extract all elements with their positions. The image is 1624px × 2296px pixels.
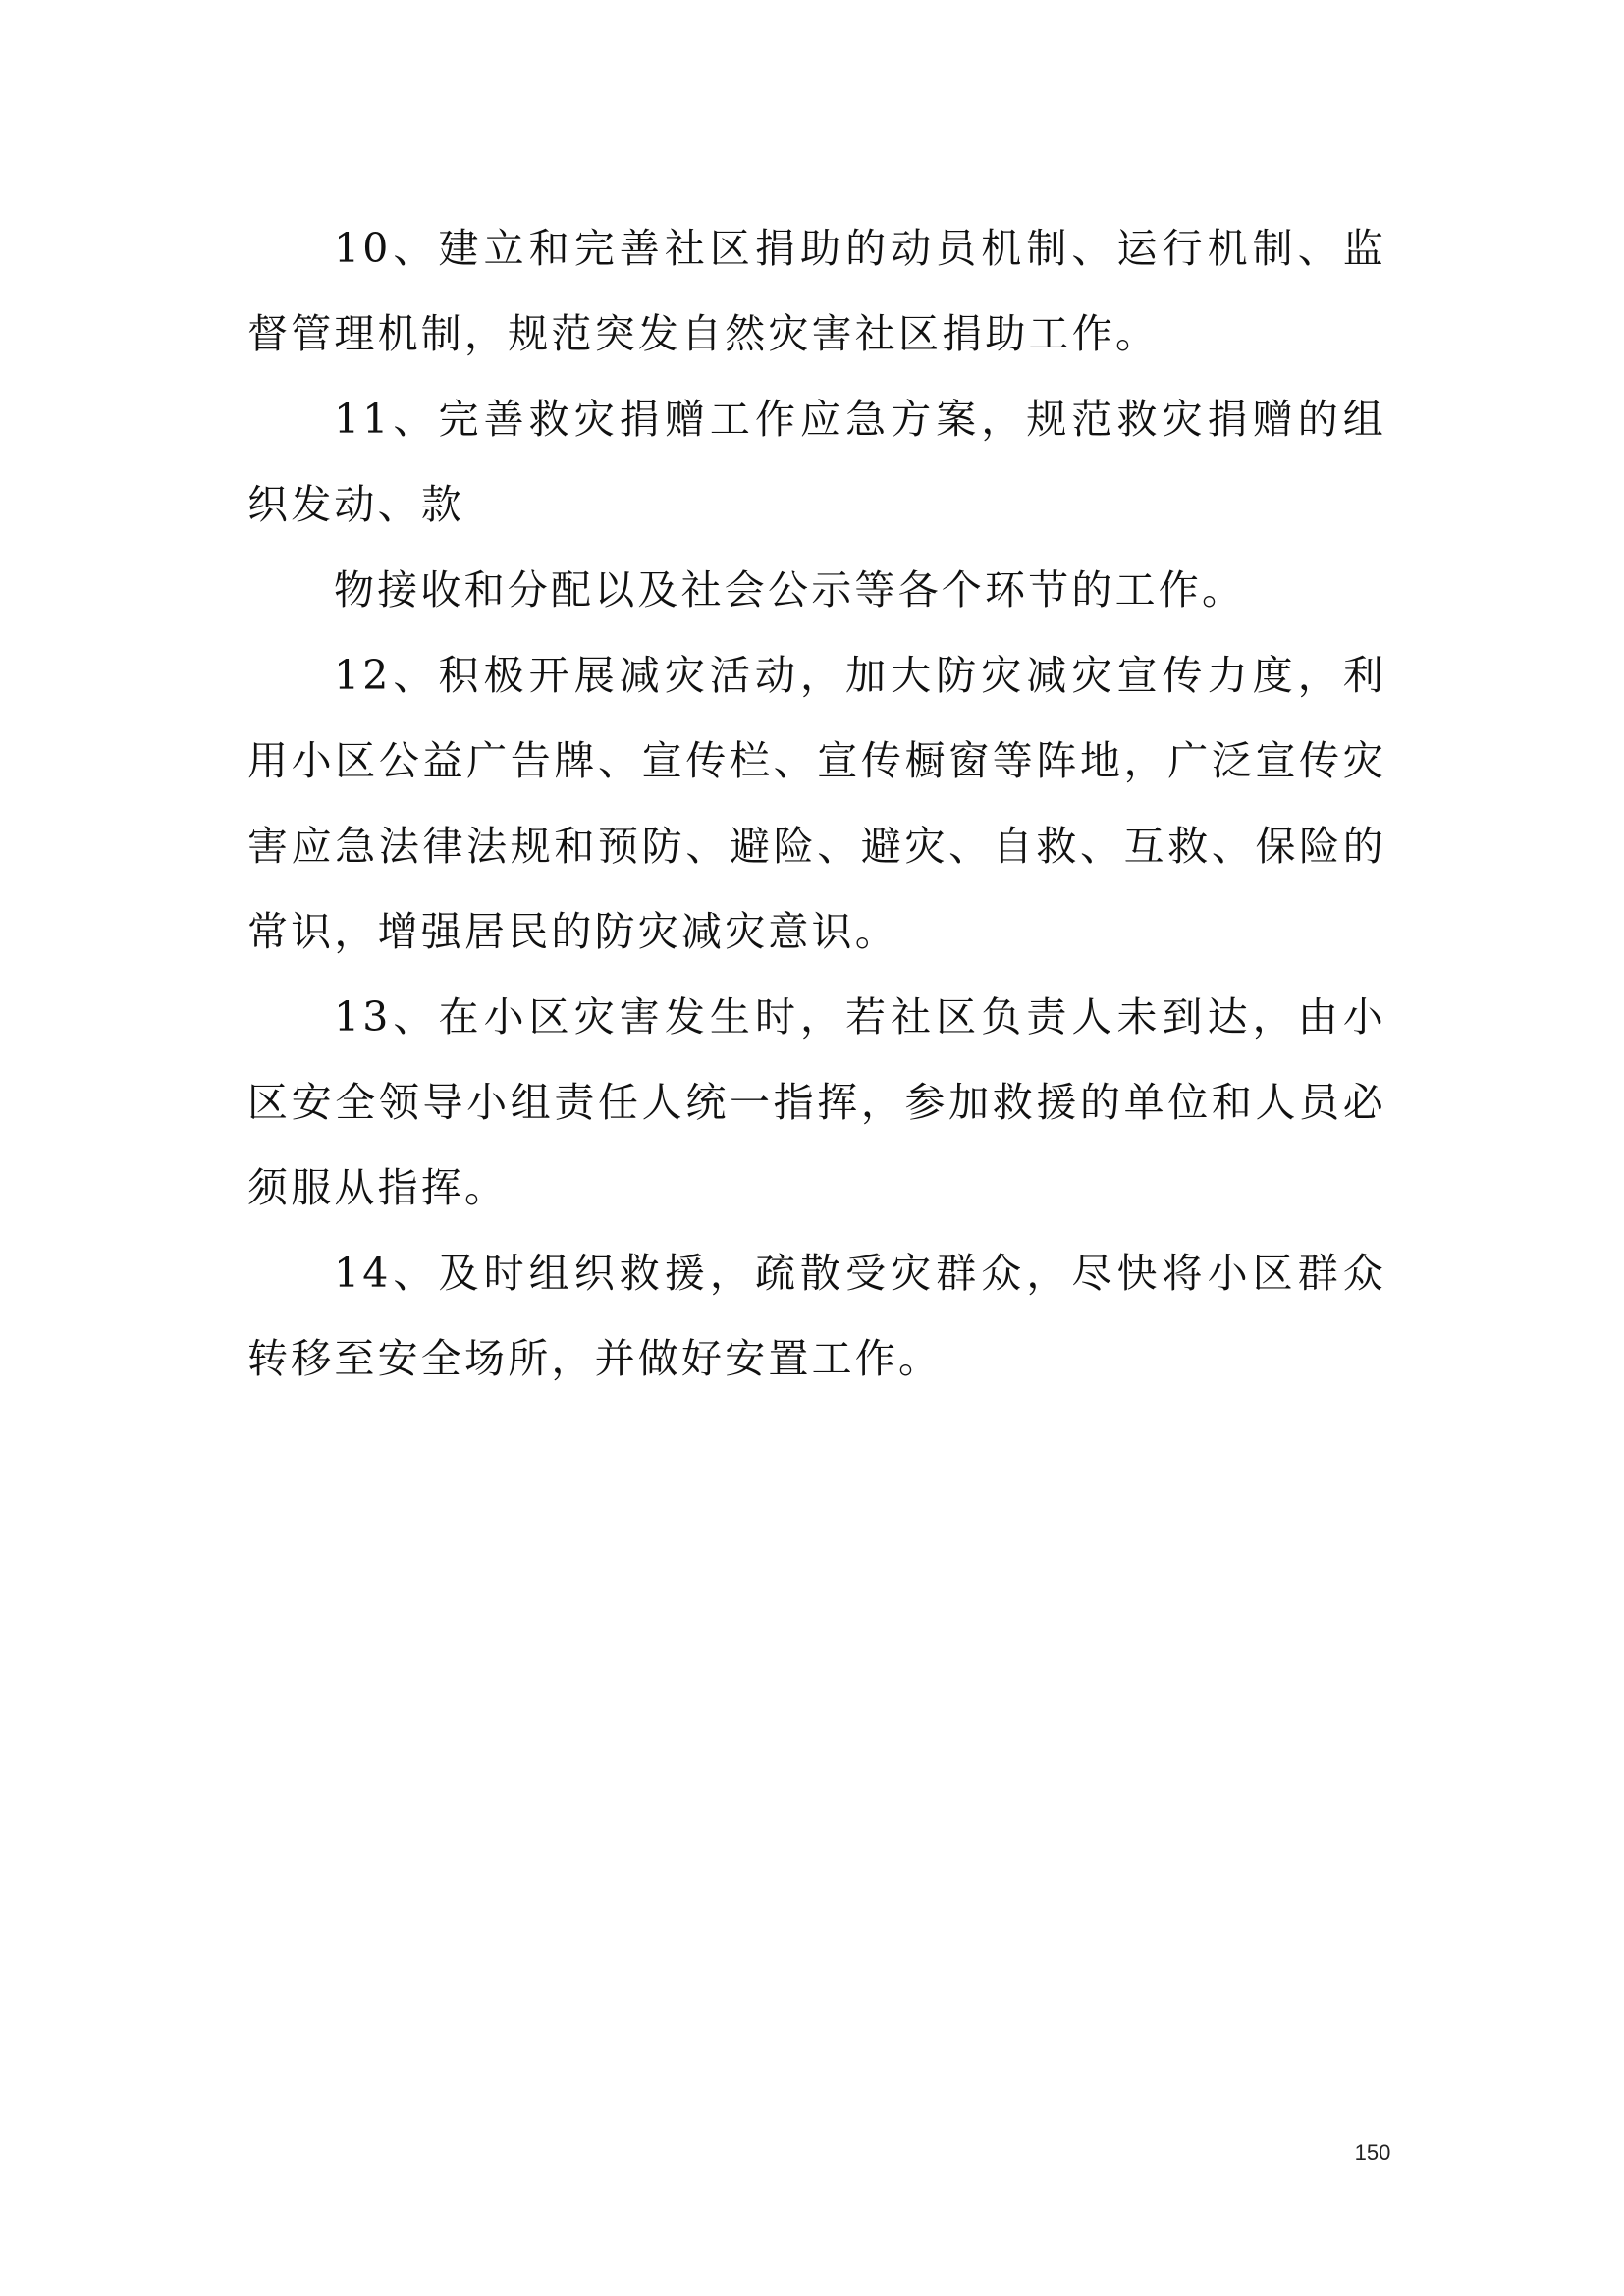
paragraph-11-continuation: 物接收和分配以及社会公示等各个环节的工作。 [334,566,1246,614]
paragraph-12: 12、积极开展减灾活动，加大防灾减灾宣传力度，利用小区公益广告牌、宣传栏、宣传橱窗等阵地，广泛宣传灾害应急法律法规和预防、避险、避灾、自救、互救、保险的常识，增强居民的防灾减灾意识。 [247,652,1386,955]
paragraph-13: 13、在小区灾害发生时，若社区负责人未到达，由小区安全领导小组责任人统一指挥，参加救援的单位和人员必须服从指挥。 [247,993,1386,1211]
paragraph-14: 14、及时组织救援，疏散受灾群众，尽快将小区群众转移至安全场所，并做好安置工作。 [247,1250,1386,1382]
paragraph-11: 11、完善救灾捐赠工作应急方案，规范救灾捐赠的组织发动、款 [247,396,1386,528]
document-body [247,206,1386,1402]
page-number: 150 [1354,2140,1391,2164]
paragraph-10: 10、建立和完善社区捐助的动员机制、运行机制、监督管理机制，规范突发自然灾害社区捐助工作。 [247,225,1386,357]
